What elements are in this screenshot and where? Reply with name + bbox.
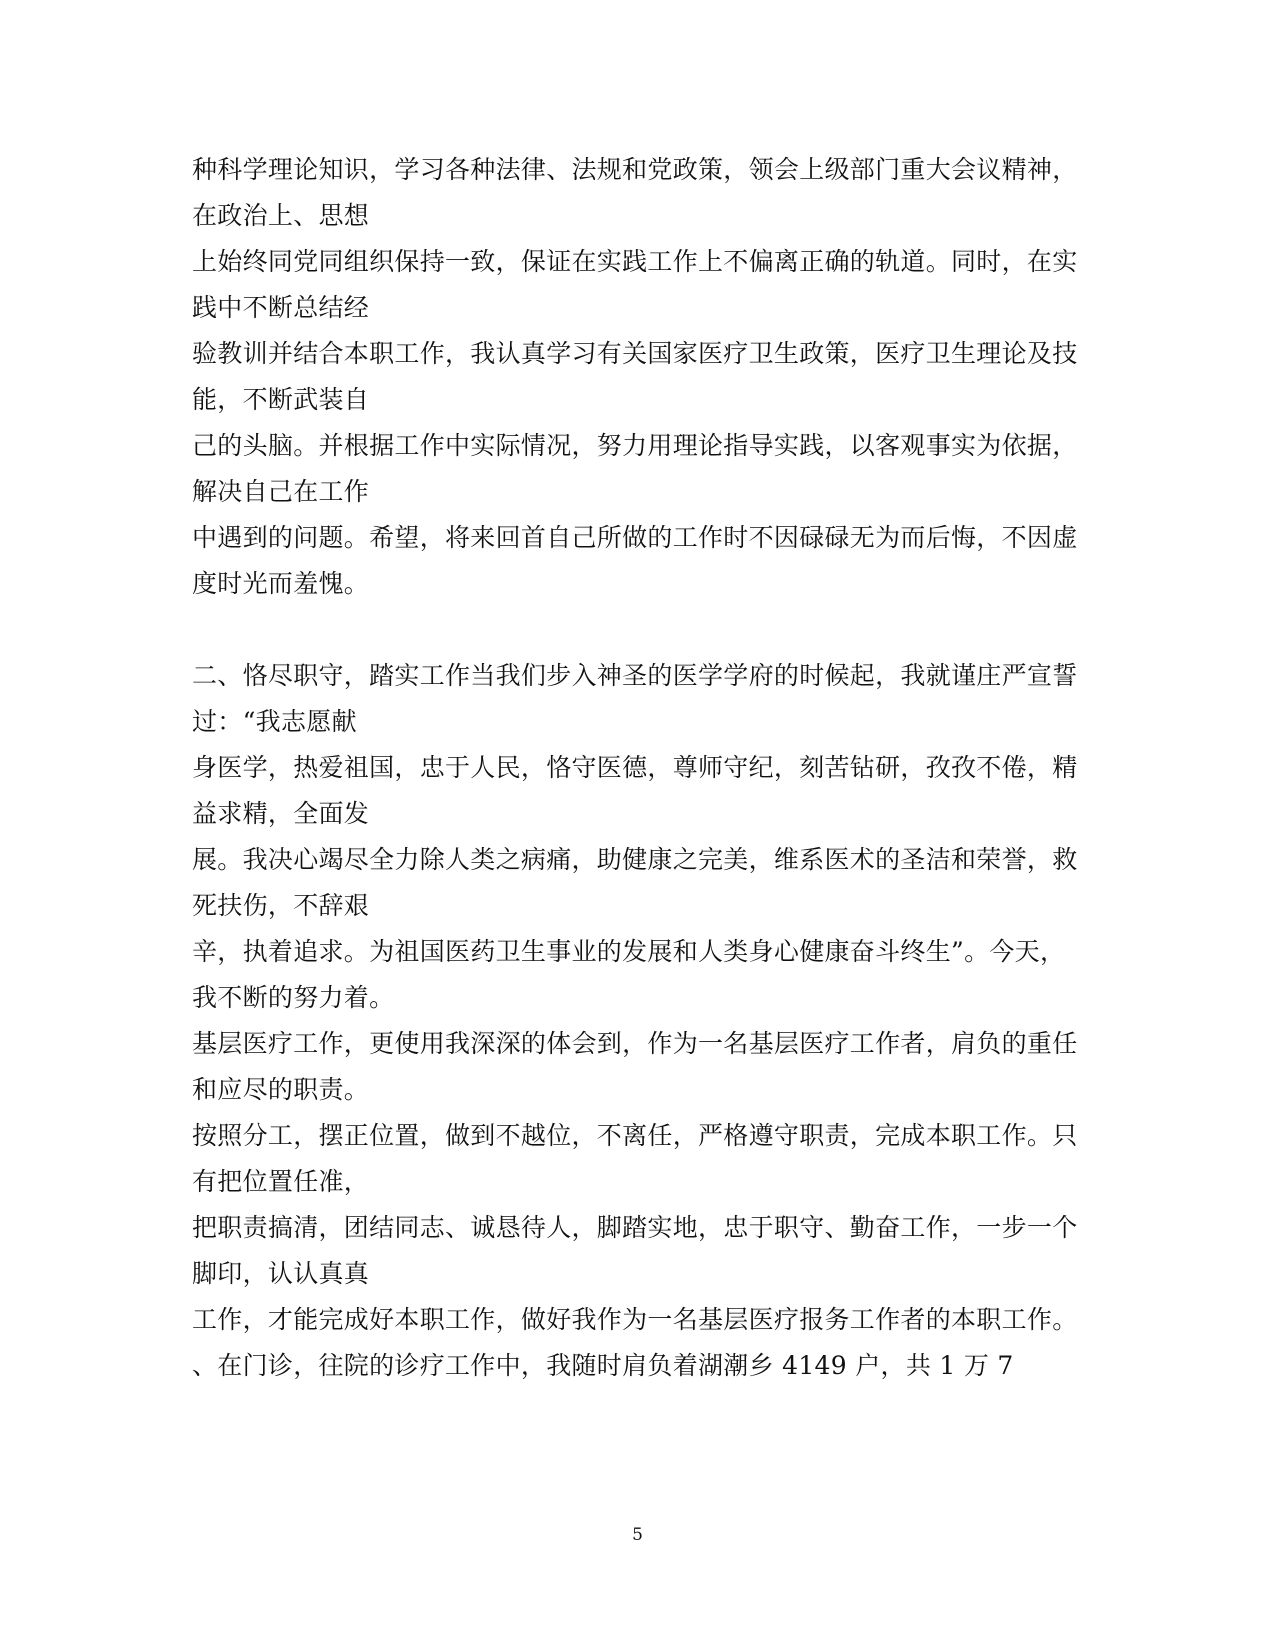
text-line: 在政治上、思想	[192, 201, 370, 230]
text-line: 基层医疗工作，更使用我深深的体会到，作为一名基层医疗工作者，肩负的重任	[192, 1029, 1078, 1058]
text-line: 和应尽的职责。	[192, 1075, 370, 1104]
text-line: 死扶伤，不辞艰	[192, 891, 370, 920]
text-line: 验教训并结合本职工作，我认真学习有关国家医疗卫生政策，医疗卫生理论及技	[192, 339, 1078, 368]
text-line: 按照分工，摆正位置，做到不越位，不离任，严格遵守职责，完成本职工作。只	[192, 1121, 1078, 1150]
text-line: 把职责搞清，团结同志、诚恳待人，脚踏实地，忠于职守、勤奋工作，一步一个	[192, 1213, 1078, 1242]
text-line: 展。我决心竭尽全力除人类之病痛，助健康之完美，维系医术的圣洁和荣誉，救	[192, 845, 1078, 874]
text-line: 、在门诊，往院的诊疗工作中，我随时肩负着湖潮乡 4149 户，共 1 万 7	[192, 1351, 1014, 1380]
text-line: 工作，才能完成好本职工作，做好我作为一名基层医疗报务工作者的本职工作。	[192, 1305, 1078, 1334]
text-line: 己的头脑。并根据工作中实际情况，努力用理论指导实践，以客观事实为依据，	[192, 431, 1078, 460]
text-line: 度时光而羞愧。	[192, 569, 370, 598]
text-line: 脚印，认认真真	[192, 1259, 370, 1288]
text-line: 有把位置任准，	[192, 1167, 370, 1196]
text-line: 解决自己在工作	[192, 477, 370, 506]
text-line: 中遇到的问题。希望，将来回首自己所做的工作时不因碌碌无为而后悔，不因虚	[192, 523, 1078, 552]
text-line: 益求精，全面发	[192, 799, 370, 828]
text-line: 上始终同党同组织保持一致，保证在实践工作上不偏离正确的轨道。同时，在实	[192, 247, 1078, 276]
section-heading-line: 二、恪尽职守，踏实工作当我们步入神圣的医学学府的时候起，我就谨庄严宣誓	[192, 661, 1078, 690]
text-line: 我不断的努力着。	[192, 983, 395, 1012]
text-line: 践中不断总结经	[192, 293, 370, 322]
text-line: 身医学，热爱祖国，忠于人民，恪守医德，尊师守纪，刻苦钻研，孜孜不倦，精	[192, 753, 1078, 782]
page-number: 5	[632, 1525, 643, 1545]
text-line: 辛，执着追求。为祖国医药卫生事业的发展和人类身心健康奋斗终生”。今天，	[192, 937, 1066, 966]
text-line: 能，不断武装自	[192, 385, 370, 414]
text-line: 过：“我志愿献	[192, 707, 357, 736]
text-line: 种科学理论知识，学习各种法律、法规和党政策，领会上级部门重大会议精神，	[192, 155, 1078, 184]
